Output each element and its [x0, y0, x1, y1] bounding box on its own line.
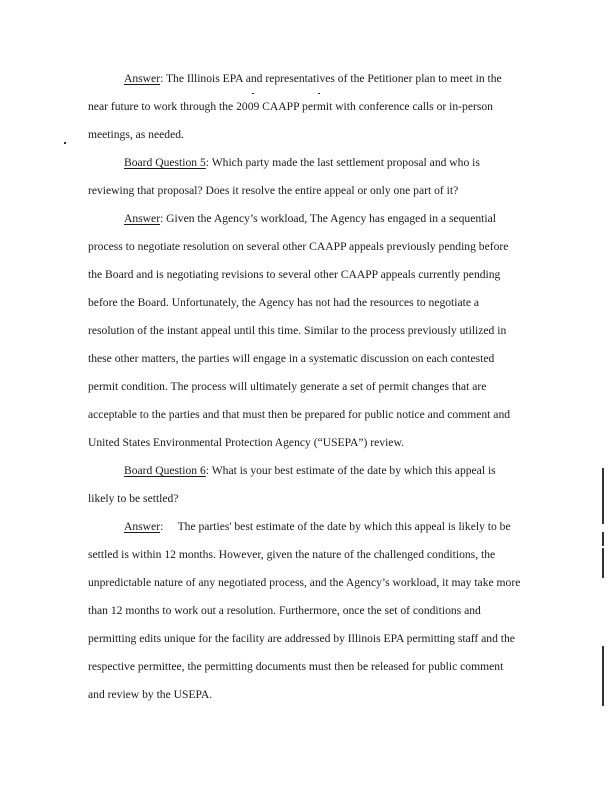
answer-paragraph-line-3: meetings, as needed.: [88, 128, 184, 141]
question-6-line-1: [124, 464, 496, 478]
answer-3-line-1: [124, 520, 511, 534]
answer-2-line-6: these other matters, the parties will engage in a systematic discussion on each contested: [88, 352, 495, 365]
answer-2-line-5: resolution of the instant appeal until this time. Similar to the process previously utilized in: [88, 324, 507, 337]
question-5-line-2: reviewing that proposal? Does it resolve the entire appeal or only one part of it?: [88, 184, 459, 197]
scan-edge-mark: [602, 646, 604, 706]
answer-2-line-9: United States Environmental Protection Agency (“USEPA”) review.: [88, 436, 404, 449]
answer-label: Answer: [124, 212, 161, 225]
line-text: : The Illinois EPA and representatives of the Petitioner plan to meet in the: [160, 72, 502, 85]
answer-3-line-4: than 12 months to work out a resolution. Furthermore, once the set of conditions and: [88, 604, 481, 617]
answer-2-line-2: process to negotiate resolution on several other CAAPP appeals previously pending before: [88, 240, 509, 253]
line-text: : What is your best estimate of the date by which this appeal is: [205, 464, 496, 477]
answer-3-line-5: permitting edits unique for the facility are addressed by Illinois EPA permitting staff and the: [88, 632, 515, 645]
question-5-line-1: [124, 156, 480, 170]
answer-label: Answer: [124, 72, 161, 85]
answer-3-line-6: respective permittee, the permitting documents must then be released for public comment: [88, 660, 504, 673]
scan-speck: [318, 93, 320, 94]
answer-2-line-4: before the Board. Unfortunately, the Agency has not had the resources to negotiate a: [88, 296, 480, 309]
scan-edge-mark: [602, 532, 604, 546]
question-6-label: Board Question 6: [124, 464, 206, 477]
answer-2-line-8: acceptable to the parties and that must then be prepared for public notice and comment and: [88, 408, 511, 421]
scan-edge-mark: [602, 468, 604, 524]
answer-2-line-7: permit condition. The process will ultimately generate a set of permit changes that are: [88, 380, 487, 393]
line-text: : Which party made the last settlement proposal and who is: [205, 156, 480, 169]
line-text: : The parties' best estimate of the date by which this appeal is likely to be: [160, 520, 511, 533]
question-6-line-2: likely to be settled?: [88, 492, 179, 505]
scan-edge-mark: [602, 548, 604, 578]
answer-2-line-3: the Board and is negotiating revisions to several other CAAPP appeals currently pending: [88, 268, 501, 281]
answer-label: Answer: [124, 520, 161, 533]
scan-speck: [64, 142, 66, 144]
answer-3-line-3: unpredictable nature of any negotiated process, and the Agency’s workload, it may take more: [88, 576, 521, 589]
answer-3-line-2: settled is within 12 months. However, given the nature of the challenged conditions, the: [88, 548, 496, 561]
answer-2-line-1: [124, 212, 496, 226]
answer-paragraph-line-1: [124, 72, 502, 86]
answer-paragraph-line-2: near future to work through the 2009 CAAPP permit with conference calls or in-person: [88, 100, 493, 113]
line-text: : Given the Agency’s workload, The Agency has engaged in a sequential: [160, 212, 496, 225]
answer-3-line-7: and review by the USEPA.: [88, 688, 213, 701]
question-5-label: Board Question 5: [124, 156, 206, 169]
scan-speck: [252, 93, 254, 94]
